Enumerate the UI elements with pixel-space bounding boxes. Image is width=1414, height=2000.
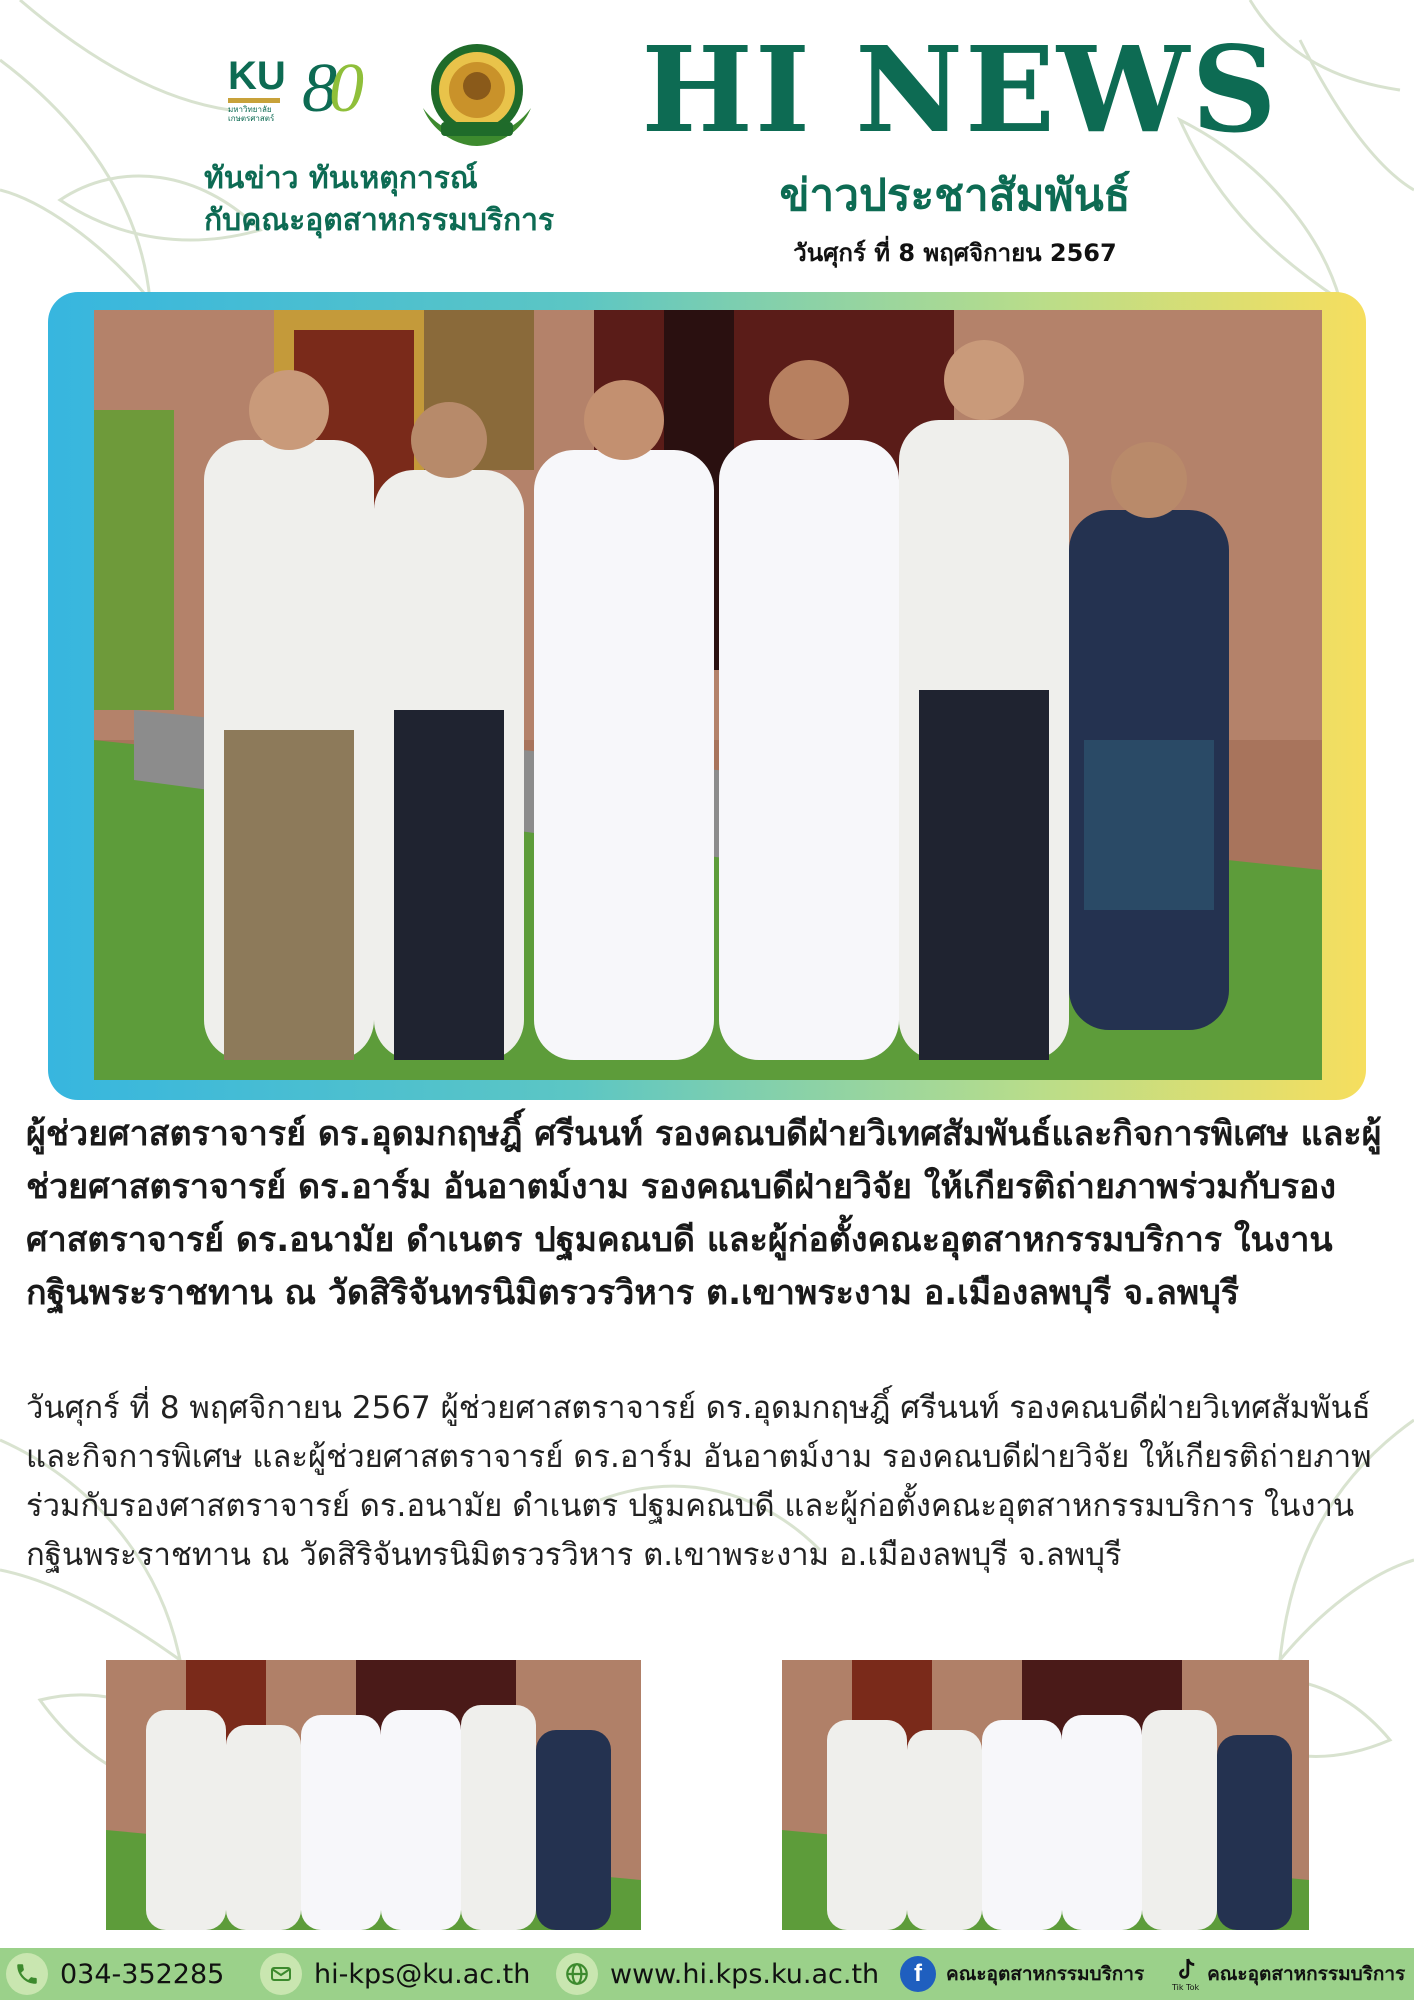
newsletter-subtitle: ข่าวประชาสัมพันธ์ [779, 170, 1131, 221]
anniversary-digit-8: 8 [302, 50, 329, 127]
thumbnail-photo-2 [782, 1660, 1309, 1930]
email-icon [260, 1953, 302, 1995]
faculty-seal-logo [413, 38, 541, 148]
ku-logo-text: KU [228, 54, 286, 98]
ku-logo [228, 56, 288, 126]
tiktok-caption: Tik Tok [1172, 1982, 1200, 1992]
article-body: วันศุกร์ ที่ 8 พฤศจิกายน 2567 ผู้ช่วยศาสตราจารย์ ดร.อุดมกฤษฎิ์ ศรีนนท์ รองคณบดีฝ่ายวิเทศสัมพันธ์และกิจการพิเศษ และผู้ช่วยศาสตราจารย์ ดร.อาร์ม อันอาตม์งาม รองคณบดีฝ่ายวิจัย ให้เกียรติถ่ายภาพร่วมกับรองศาสตราจารย์ ดร.อนามัย ดำเนตร ปฐมคณบดี และผู้ก่อตั้งคณะอุตสาหกรรมบริการ ในงานกฐินพระราชทาน ณ วัดสิริจันทรนิมิตรวรวิหาร ต.เขาพระงาม อ.เมืองลพบุรี จ.ลพบุรี [26, 1390, 1372, 1573]
thumbnail-photo-1 [106, 1660, 641, 1930]
article-headline: ผู้ช่วยศาสตราจารย์ ดร.อุดมกฤษฎิ์ ศรีนนท์ รองคณบดีฝ่ายวิเทศสัมพันธ์และกิจการพิเศษ และผู้ช่วยศาสตราจารย์ ดร.อาร์ม อันอาตม์งาม รองคณบดีฝ่ายวิจัย ให้เกียรติถ่ายภาพร่วมกับรองศาสตราจารย์ ดร.อนามัย ดำเนตร ปฐมคณบดี และผู้ก่อตั้งคณะอุตสาหกรรมบริการ ในงานกฐินพระราชทาน ณ วัดสิริจันทรนิมิตรวรวิหาร ต.เขาพระงาม อ.เมืองลพบุรี จ.ลพบุรี [26, 1114, 1382, 1313]
tiktok-icon [1172, 1957, 1199, 1992]
facebook-page-name: คณะอุตสาหกรรมบริการ [946, 1963, 1145, 1985]
tagline-line-1: ทันข่าว ทันเหตุการณ์ [204, 161, 478, 196]
phone-number: 034-352285 [60, 1958, 225, 1990]
tagline-line-2: กับคณะอุตสาหกรรมบริการ [204, 203, 555, 238]
phone-icon [6, 1953, 48, 1995]
footer-phone[interactable] [6, 1952, 224, 1996]
footer-website[interactable] [556, 1952, 879, 1996]
footer-tiktok[interactable] [1172, 1952, 1405, 1996]
ku-logo-bar [228, 98, 280, 103]
main-group-photo [94, 310, 1322, 1080]
contact-footer [0, 1948, 1414, 2000]
tiktok-account-name: คณะอุตสาหกรรมบริการ [1207, 1963, 1406, 1985]
globe-icon [556, 1953, 598, 1995]
newsletter-title: HI NEWS [641, 20, 1279, 159]
website-url: www.hi.kps.ku.ac.th [610, 1958, 880, 1990]
footer-facebook[interactable] [900, 1952, 1144, 1996]
anniversary-digit-0: 0 [329, 50, 356, 127]
footer-email[interactable] [260, 1952, 530, 1996]
ku-logo-subtitle: มหาวิทยาลัย เกษตรศาสตร์ [228, 105, 275, 123]
newsletter-date: วันศุกร์ ที่ 8 พฤศจิกายน 2567 [793, 239, 1117, 267]
anniversary-80-logo [302, 50, 356, 127]
facebook-icon: f [900, 1956, 936, 1992]
header-logos [228, 50, 548, 150]
tagline [204, 158, 554, 242]
email-address: hi-kps@ku.ac.th [314, 1958, 531, 1990]
